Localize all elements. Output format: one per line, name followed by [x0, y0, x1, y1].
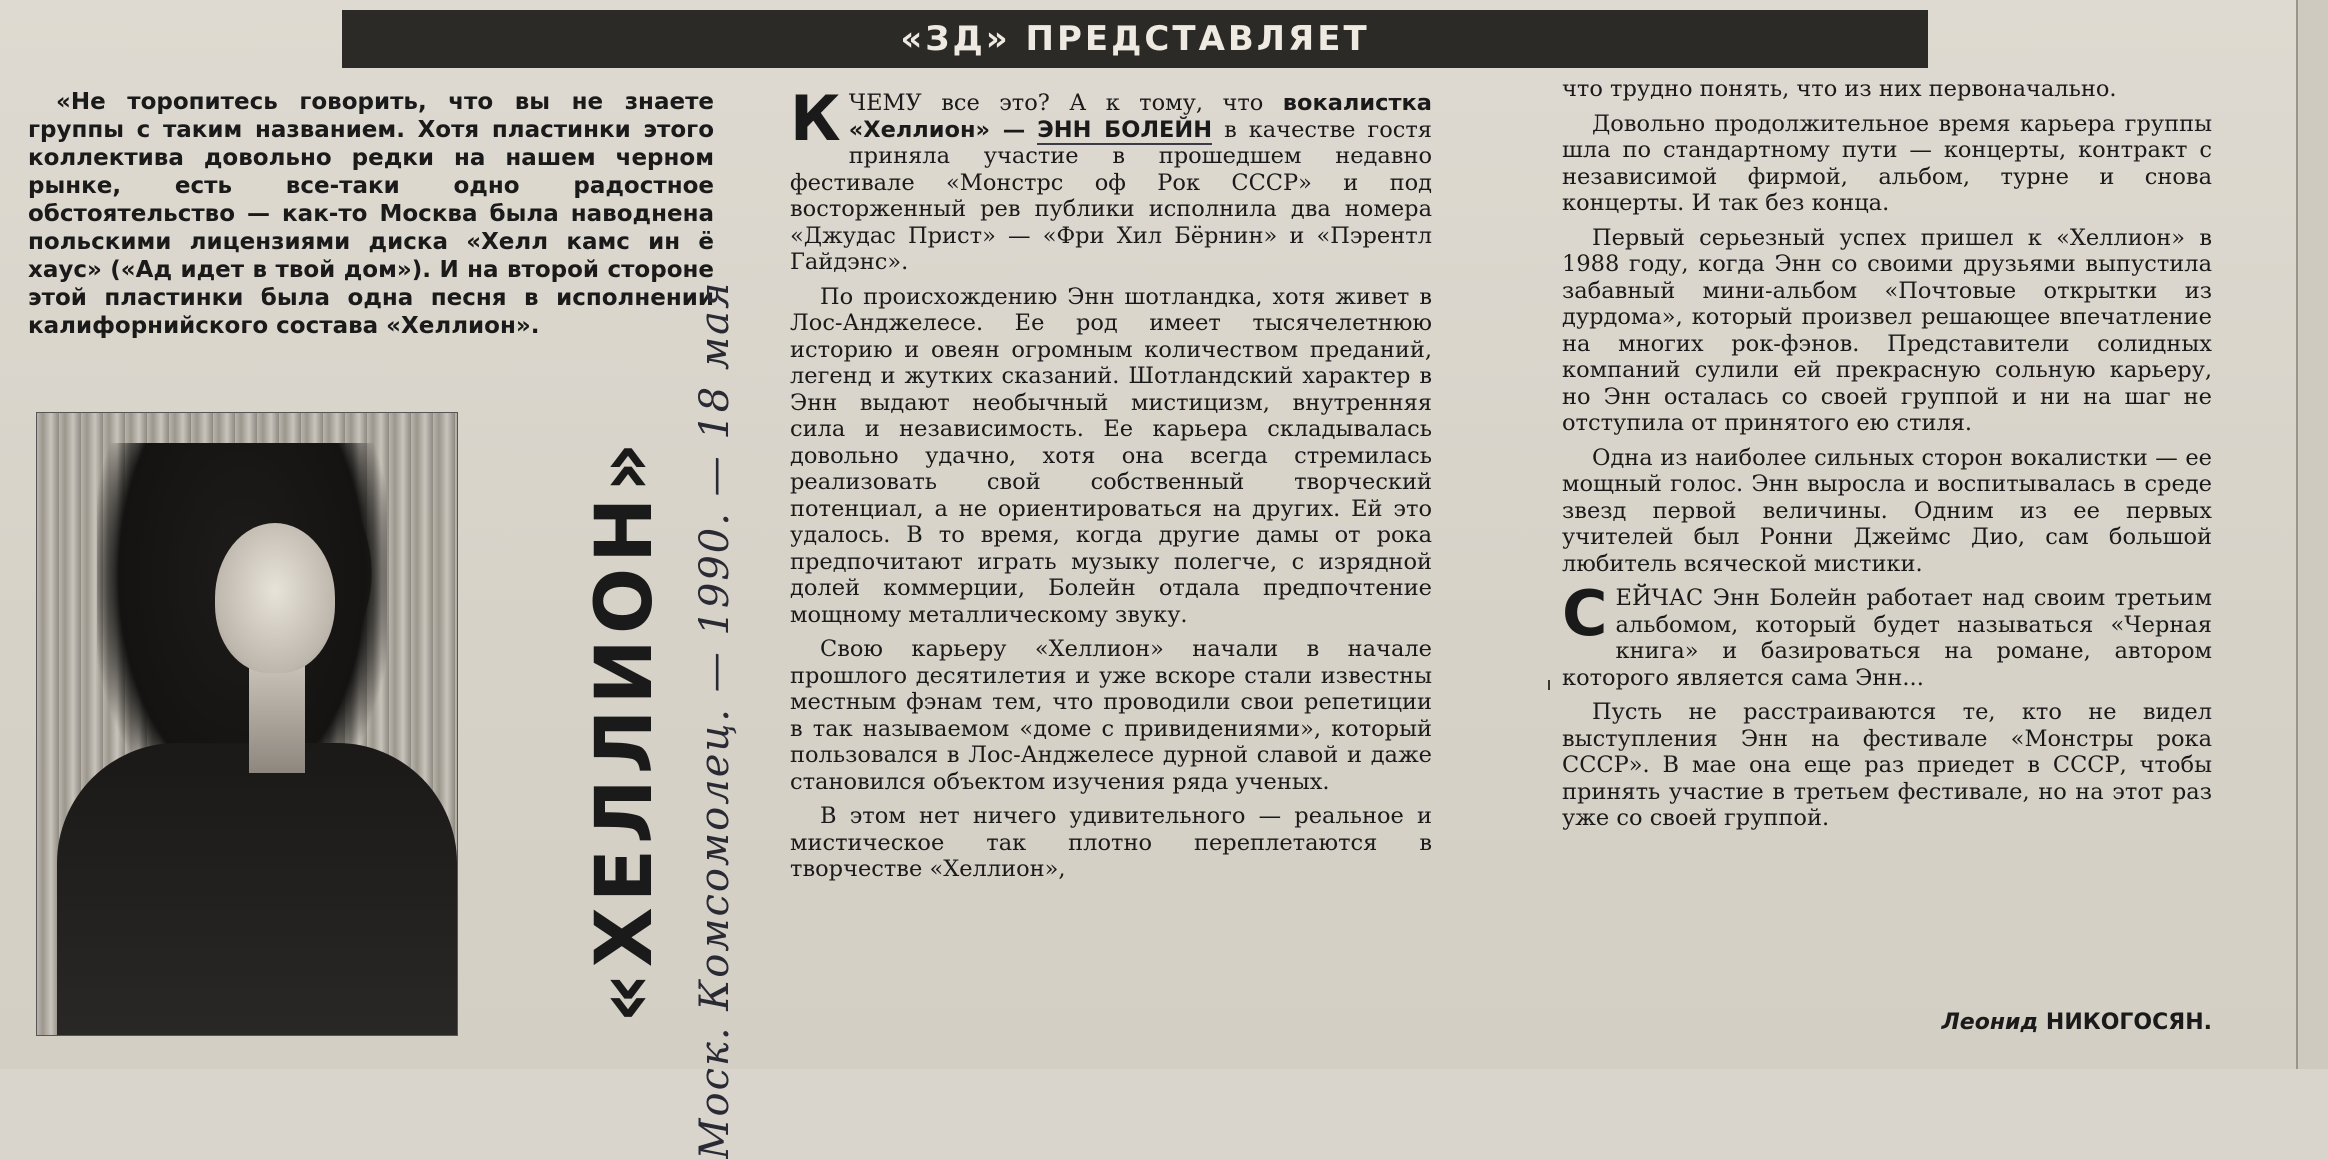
adjacent-page-edge	[2296, 0, 2328, 1069]
paragraph: К ЧЕМУ все это? А к тому, что вокалистка «Хеллион» — ЭНН БОЛЕЙН в качестве гостя приняла участие в прошедшем недавно фестивале «Монстрс оф Рок СССР» и под восторженный рев публики исполнила два номера «Джудас Прист» — «Фри Хил Бёрнин» и «Пэрентл Гайдэнс».	[790, 82, 1432, 275]
lead-paragraph: «Не торопитесь говорить, что вы не знаете группы с таким названием. Хотя пластинки этого коллектива довольно редки на нашем черном рынке, есть все-таки одно радостное обстоятельство — как-то Москва была наводнена польскими лицензиями диска «Хелл камс ин ё хаус» («Ад идет в твой дом»). И на второй стороне этой пластинки была одна песня в исполнении калифорнийского состава «Хеллион».	[28, 89, 714, 339]
column-rule	[1548, 680, 1550, 690]
paragraph: С ЕЙЧАС Энн Болейн работает над своим третьим альбомом, который будет называться «Черная книга» и базироваться на романе, автором которого является сама Энн...	[1562, 577, 2212, 691]
paragraph: что трудно понять, что из них первоначально.	[1562, 76, 2117, 102]
paragraph: Довольно продолжительное время карьера группы шла по стандартному пути — концерты, контракт с независимой фирмой, альбом, турне и снова концерты. И так без конца.	[1562, 110, 2212, 216]
paragraph: По происхождению Энн шотландка, хотя живет в Лос-Анджелесе. Ее род имеет тысячелетнюю историю и овеян огромным количеством преданий, легенд и жутких сказаний. Шотландский характер в Энн выдают необычный мистицизм, внутренняя сила и независимость. Ее карьера складывалась довольно удачно, хотя она всегда стремилась реализовать свой собственный творческий потенциал, а не ориентироваться на других. Ей это удалось. В то время, когда другие дамы от рока предпочитают играть музыку полегче, с изрядной долей коммерции, Болейн отдала предпочтение мощному металлическому звуку.	[790, 283, 1432, 628]
drop-cap: К	[790, 82, 841, 155]
paragraph: Пусть не расстраиваются те, кто не видел выступления Энн на фестивале «Монстры рока СССР». В мае она еще раз приедет в СССР, чтобы принять участие в третьем фестивале, но на этот раз уже со своей группой.	[1562, 699, 2212, 831]
drop-cap: С	[1562, 577, 1608, 650]
section-title: «ЗД» ПРЕДСТАВЛЯЕТ	[900, 19, 1370, 59]
artist-name: ЭНН БОЛЕЙН	[1037, 116, 1213, 143]
article-column-3	[1562, 76, 2212, 840]
paragraph: Одна из наиболее сильных сторон вокалистки — ее мощный голос. Энн выросла и воспитывалась в среде звезд первой величины. Одним из ее первых учителей был Ронни Джеймс Дио, сам большой любитель всяческой мистики.	[1562, 444, 2212, 577]
section-header	[342, 10, 1928, 68]
paragraph: Первый серьезный успех пришел к «Хеллион» в 1988 году, когда Энн со своими друзьями выпустила забавный мини-альбом «Почтовые открытки из дурдома», который произвел решающее впечатление на многих рок-фэнов. Представители солидных компаний сулили ей прекрасную сольную карьеру, но Энн осталась со своей группой и ни на шаг не отступила от принятого ею стиля.	[1562, 224, 2212, 436]
byline: Леонид НИКОГОСЯН.	[1941, 1010, 2212, 1035]
paragraph: Свою карьеру «Хеллион» начали в начале прошлого десятилетия и уже вскоре стали известны местным фэнам тем, что проводили свои репетиции в так называемом «доме с привидениями», который пользовался в Лос-Анджелесе дурной славой и даже становился объектом изучения ряда ученых.	[790, 636, 1432, 795]
paragraph: В этом нет ничего удивительного — реальное и мистическое так плотно переплетаются в творчестве «Хеллион»,	[790, 803, 1432, 882]
article-title: «ХЕЛЛИОН»	[580, 437, 670, 1023]
article-column-2	[790, 82, 1432, 891]
singer-photo	[36, 412, 458, 1036]
handwritten-source-note: Моск. Комсомолец. — 1990. — 18 мая	[692, 280, 738, 1159]
